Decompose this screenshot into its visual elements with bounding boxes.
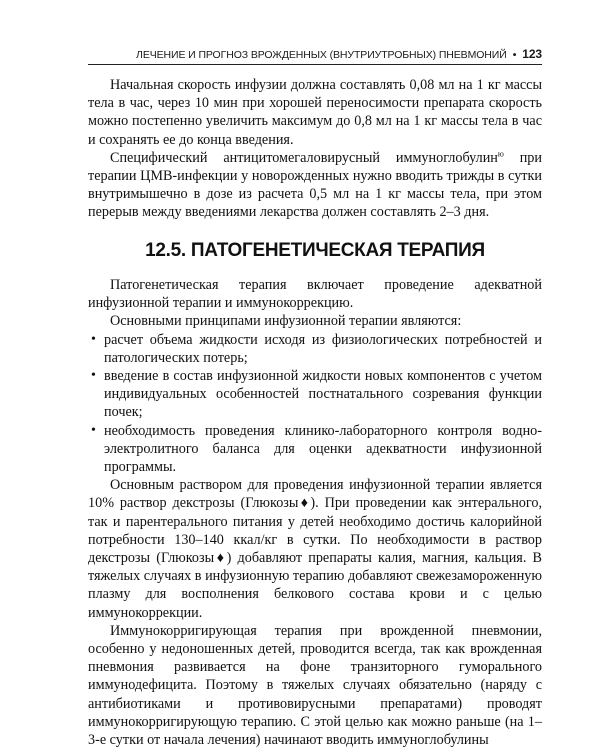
footnote-marker: ю [497,149,504,159]
top-text-block [88,76,542,222]
running-title: ЛЕЧЕНИЕ И ПРОГНОЗ ВРОЖДЕННЫХ (ВНУТРИУТРОБНЫХ) ПНЕВМОНИЙ [136,49,507,61]
bullet-marker: • [91,368,96,384]
header-separator: • [512,49,517,61]
paragraph-immunocorrection: Иммунокорригирующая терапия при врожденной пневмонии, особенно у недоношенных детей, проводится всегда, так как врожденная пневмония развивается на фоне транзиторного гуморального иммунодефицита. Поэтому в тяжелых случаях обязательно (наряду с антибиотиками и противовирусными препаратами) проводят иммунокорригирующую терапию. С этой целью как можно раньше (на 1–3-е сутки от начала лечения) начинают вводить иммуноглобулины [88,622,542,749]
page-number: 123 [522,47,542,61]
bullet-marker: • [91,422,96,438]
paragraph-intro: Патогенетическая терапия включает проведение адекватной инфузионной терапии и иммунокоррекцию. [88,277,542,312]
paragraph-principles-lead: Основными принципами инфузионной терапии являются: [110,313,462,330]
running-header [88,47,542,64]
list-item: • необходимость проведения клинико-лабораторного контроля водно-электролитного баланса для оценки адекватности инфузионной программы. [91,422,542,476]
paragraph-dextrose: Основным раствором для проведения инфузионной терапии является 10% раствор декстрозы (Глюкозы♦). При проведении как энтерального, так и парентерального питания у детей необходимо достичь калорийной потребности 130–140 ккал/кг в сутки. По необходимости в раствор декстрозы (Глюкозы♦) добавляют препараты калия, магния, кальция. В тяжелых случаях в инфузионную терапию добавляют свежезамороженную плазму для восполнения белкового состава крови и с целью иммунокоррекции. [88,477,542,621]
paragraph-cmv-immunoglobulin: Специфический антицитомегаловирусный иммуноглобулин$^ю$ при терапии ЦМВ-инфекции у новорожденных нужно вводить трижды в сутки внутримышечно в дозе из расчета 0,5 мл на 1 кг массы тела, при этом перерыв между введениями лекарства должен составлять 2–3 дня. [88,149,542,221]
list-item: • расчет объема жидкости исходя из физиологических потребностей и патологических потерь; [91,331,542,366]
paragraph-infusion-rate: Начальная скорость инфузии должна составлять 0,08 мл на 1 кг массы тела в час, через 10 мин при хорошей переносимости препарата скорость можно постепенно увеличить максимум до 0,8 мл на 1 кг массы тела в час и сохранять ее до конца введения. [88,77,542,148]
section-title: 12.5. ПАТОГЕНЕТИЧЕСКАЯ ТЕРАПИЯ [145,240,485,261]
bullet-marker: • [91,331,96,347]
header-rule [88,64,542,65]
principles-list [88,331,542,477]
list-item: • введение в состав инфузионной жидкости новых компонентов с учетом индивидуальных особенностей постнатального созревания функции почек; [91,368,542,421]
main-text-block [88,276,542,749]
